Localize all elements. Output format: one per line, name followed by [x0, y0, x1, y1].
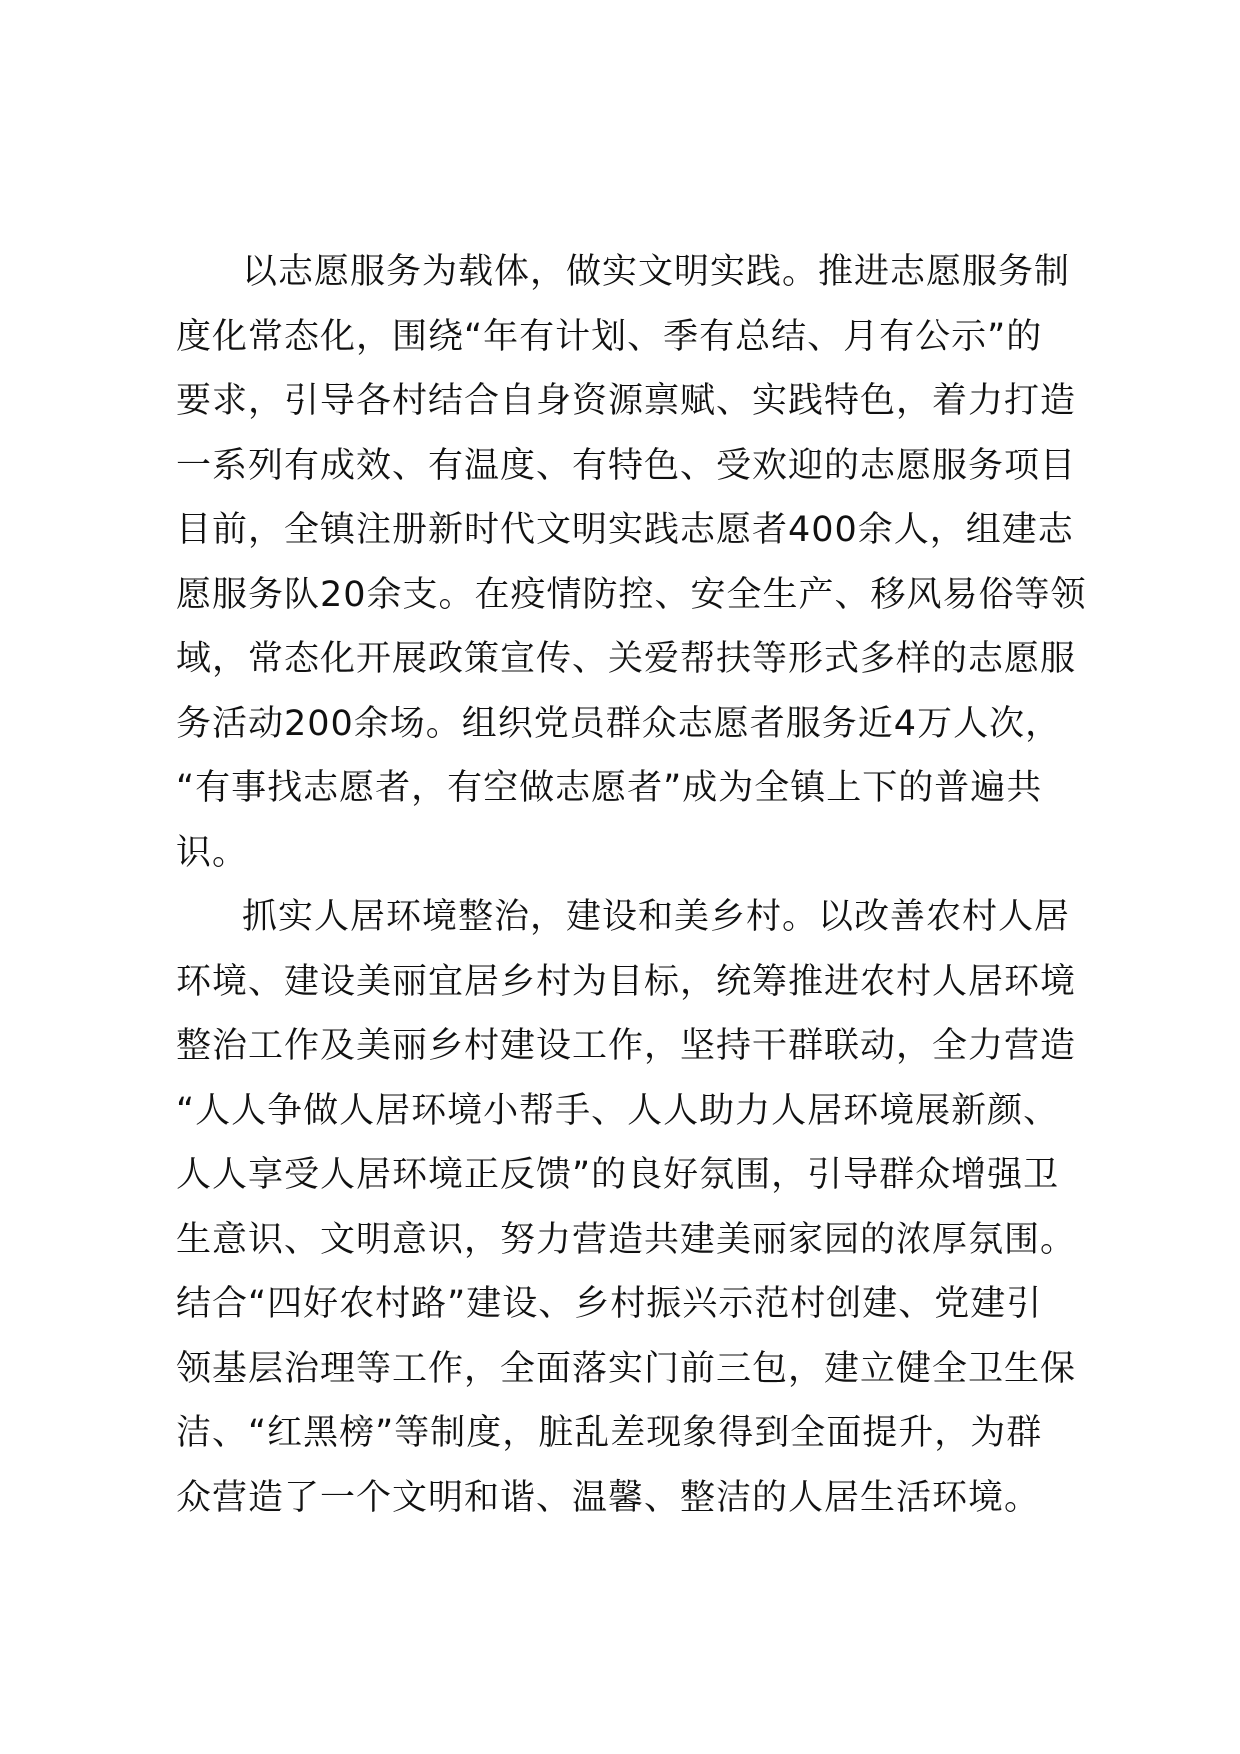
text-line: 愿服务队20余支。在疫情防控、安全生产、移风易俗等领	[176, 574, 1087, 615]
text-line: 一系列有成效、有温度、有特色、受欢迎的志愿服务项目	[176, 445, 1077, 486]
text-line: 抓实人居环境整治，建设和美乡村。以改善农村人居	[242, 897, 1071, 937]
document-body	[176, 240, 1096, 1530]
text-line: 生意识、文明意识，努力营造共建美丽家园的浓厚氛围。	[176, 1219, 1077, 1260]
text-line: 识。	[176, 832, 249, 873]
text-line: 域，常态化开展政策宣传、关爱帮扶等形式多样的志愿服	[176, 639, 1077, 679]
text-line: 洁、“红黑榜”等制度，脏乱差现象得到全面提升，为群	[176, 1413, 1043, 1453]
text-line: 整治工作及美丽乡村建设工作，坚持干群联动，全力营造	[176, 1026, 1077, 1066]
text-line: 人人享受人居环境正反馈”的良好氛围，引导群众增强卫	[176, 1155, 1060, 1195]
text-line: 结合“四好农村路”建设、乡村振兴示范村创建、党建引	[176, 1284, 1043, 1324]
text-line: 领基层治理等工作，全面落实门前三包，建立健全卫生保	[176, 1348, 1077, 1389]
paragraph-volunteer-service	[176, 240, 1096, 885]
text-line: 环境、建设美丽宜居乡村为目标，统筹推进农村人居环境	[176, 961, 1077, 1002]
text-line: 务活动200余场。组织党员群众志愿者服务近4万人次，	[176, 703, 1062, 744]
text-line: 度化常态化，围绕“年有计划、季有总结、月有公示”的	[176, 316, 1043, 357]
text-line: “有事找志愿者，有空做志愿者”成为全镇上下的普遍共	[176, 768, 1043, 808]
text-line: “人人争做人居环境小帮手、人人助力人居环境展新颜、	[176, 1090, 1060, 1131]
text-line: 以志愿服务为载体，做实文明实践。推进志愿服务制	[242, 252, 1071, 292]
text-line: 目前，全镇注册新时代文明实践志愿者400余人，组建志	[176, 510, 1074, 550]
text-line: 要求，引导各村结合自身资源禀赋、实践特色，着力打造	[176, 381, 1077, 421]
paragraph-living-environment	[176, 885, 1096, 1530]
text-line: 众营造了一个文明和谐、温馨、整洁的人居生活环境。	[176, 1477, 1041, 1518]
